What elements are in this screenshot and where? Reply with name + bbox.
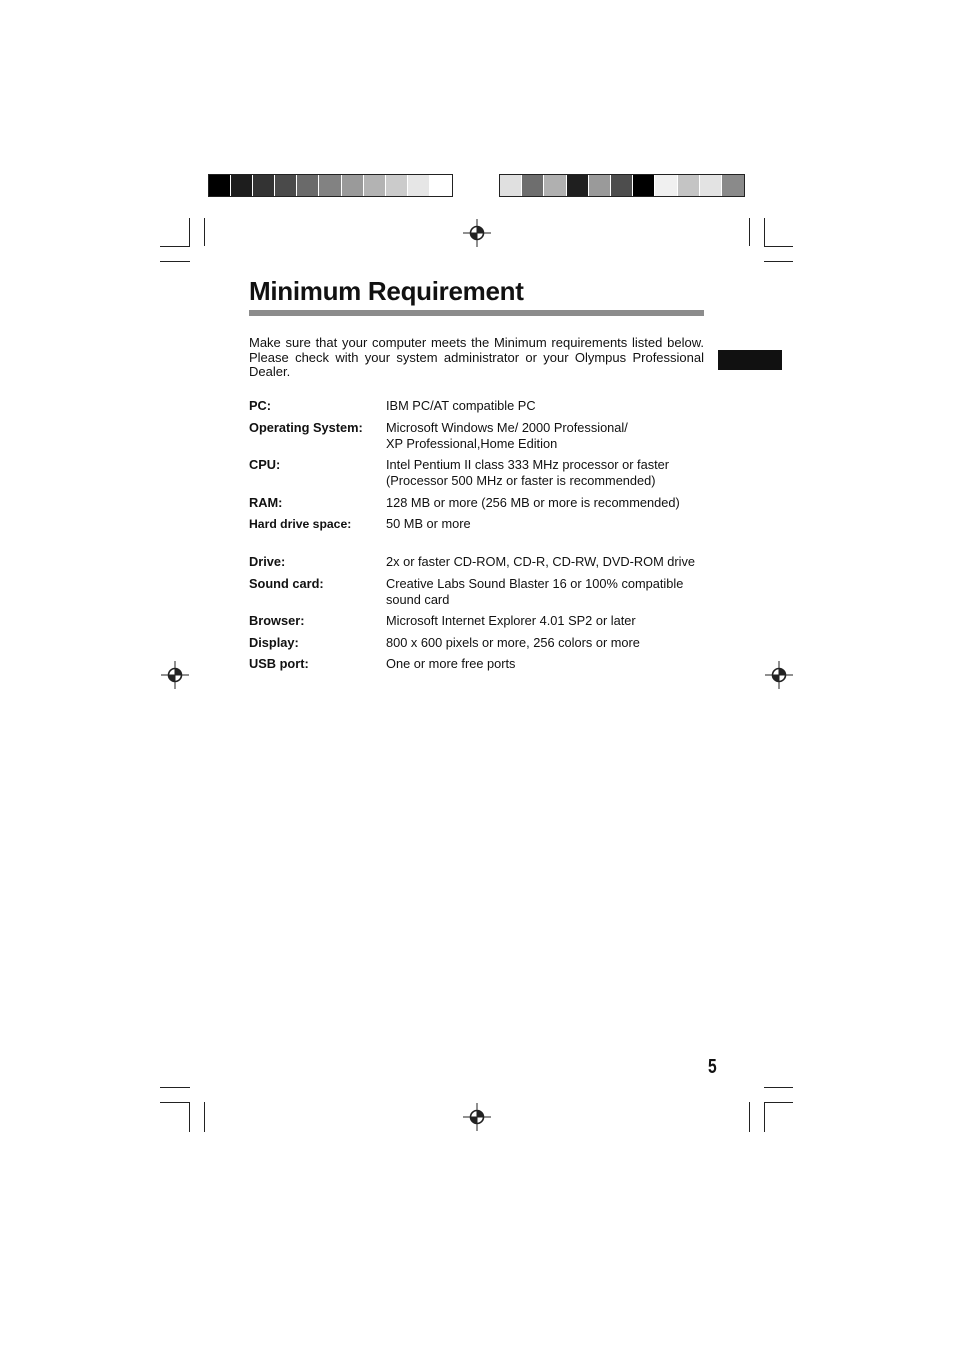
title-underline [249,310,704,316]
registration-mark-icon [161,661,189,689]
color-swatch [275,175,297,196]
requirement-row-os [249,420,709,452]
requirement-value: 128 MB or more (256 MB or more is recommended) [386,494,680,510]
requirement-row-cpu [249,457,709,489]
color-swatch [408,175,430,196]
requirement-value: 50 MB or more [386,516,471,531]
requirement-label: Display: [249,634,299,650]
requirement-label: Sound card: [249,575,324,591]
requirement-row-browser [249,613,709,629]
requirement-value: Creative Labs Sound Blaster 16 or 100% compatible sound card [386,575,684,607]
color-swatch [386,175,408,196]
color-calibration-bar-right [499,174,745,197]
requirement-row-drive [249,554,709,570]
color-swatch [319,175,341,196]
requirements-list [249,398,709,678]
requirement-label: Operating System: [249,419,363,435]
color-calibration-bar-left [208,174,453,197]
requirement-value: 800 x 600 pixels or more, 256 colors or more [386,634,640,650]
requirement-row-ram [249,495,709,511]
requirement-value: Microsoft Windows Me/ 2000 Professional/ XP Professional,Home Edition [386,419,628,451]
color-swatch [500,175,522,196]
requirement-value: 2x or faster CD-ROM, CD-R, CD-RW, DVD-ROM drive [386,554,696,569]
page-number: 5 [708,1056,717,1078]
color-swatch [430,175,452,196]
requirement-label: Drive: [249,554,286,569]
color-swatch [209,175,231,196]
color-swatch [342,175,364,196]
requirement-row-usb-port [249,656,709,672]
registration-mark-icon [765,661,793,689]
color-swatch [567,175,589,196]
color-swatch [700,175,722,196]
requirement-value: IBM PC/AT compatible PC [386,398,536,413]
color-swatch [678,175,700,196]
requirement-value: One or more free ports [386,656,516,671]
color-swatch [655,175,677,196]
requirement-label: USB port: [249,656,309,671]
requirement-label: PC: [249,398,272,413]
requirement-label: CPU: [249,457,281,472]
section-tab-marker [718,350,782,370]
requirement-value: Microsoft Internet Explorer 4.01 SP2 or later [386,613,636,628]
requirement-value: Intel Pentium II class 333 MHz processor or faster (Processor 500 MHz or faster is recommended) [386,457,670,488]
requirement-label: Hard drive space: [249,517,352,531]
color-swatch [364,175,386,196]
requirement-label: Browser: [249,613,305,628]
color-swatch [231,175,253,196]
color-swatch [589,175,611,196]
color-swatch [633,175,655,196]
color-swatch [544,175,566,196]
color-swatch [722,175,744,196]
color-swatch [611,175,633,196]
requirement-row-pc [249,398,709,414]
color-swatch [297,175,319,196]
registration-mark-icon [463,219,491,247]
registration-mark-icon [463,1103,491,1131]
color-swatch [253,175,275,196]
requirement-label: RAM: [249,494,283,510]
requirement-row-sound-card [249,576,709,608]
requirement-row-hard-drive [249,516,709,532]
requirement-row-display [249,635,709,651]
color-swatch [522,175,544,196]
page-title: Minimum Requirement [249,276,524,306]
intro-paragraph: Make sure that your computer meets the Minimum requirements listed below. Please check with your system administrator or your Olympus Professional Dealer. [249,335,704,380]
